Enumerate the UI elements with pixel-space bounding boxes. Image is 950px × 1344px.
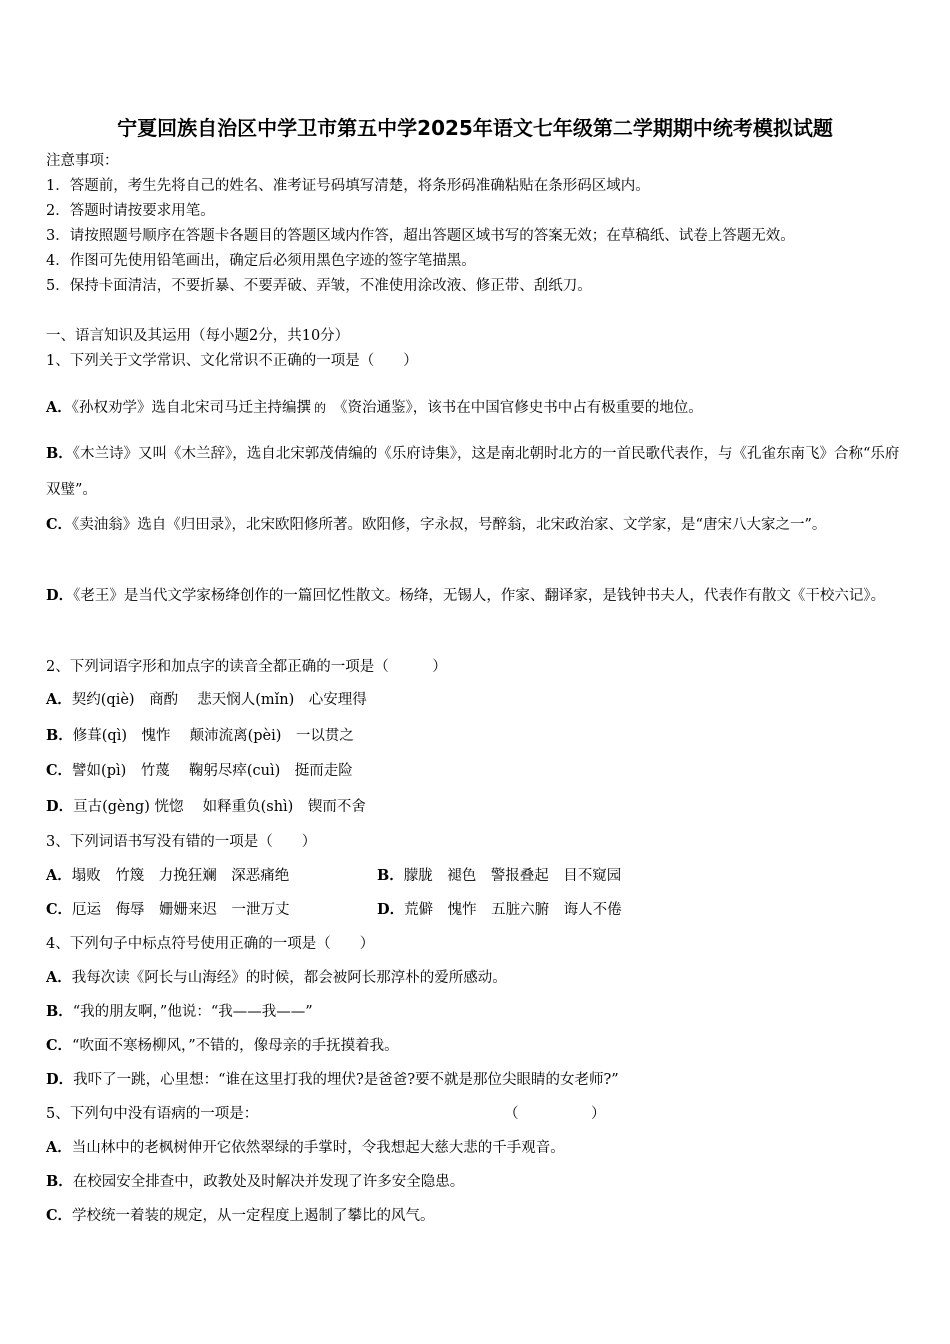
question-5-stem — [46, 1104, 906, 1124]
option-label: B． — [46, 1173, 73, 1190]
q5-option-b — [46, 1172, 464, 1192]
question-3-stem: 3、下列词语书写没有错的一项是（ ） — [46, 834, 317, 850]
option-text: 修葺(qì) 愧怍 颠沛流离(pèi) 一以贯之 — [72, 728, 354, 744]
option-text: 《孙权劝学》选自北宋司马迁主持编撰 — [71, 400, 312, 416]
option-label: D． — [46, 1071, 74, 1088]
option-text: 《资治通鉴》，该书在中国官修史书中占有极重要的地位。 — [333, 400, 703, 416]
option-label: B． — [46, 445, 73, 462]
question-1-stem: 1、下列关于文学常识、文化常识不正确的一项是（ ） — [46, 353, 418, 369]
option-text: “吹面不寒杨柳风，”不错的，像母亲的手抚摸着我。 — [72, 1038, 399, 1054]
option-label: C． — [46, 762, 73, 779]
question-text: 5、下列句中没有语病的一项是： — [46, 1106, 259, 1122]
notes-header: 注意事项： — [46, 153, 119, 169]
q2-option-b — [46, 726, 354, 746]
option-label: B． — [46, 727, 73, 744]
q2-option-a — [46, 690, 367, 710]
q4-option-d — [46, 1070, 619, 1090]
option-text: 朦胧 褪色 警报叠起 目不窥园 — [403, 868, 622, 884]
option-text: 亘古(gèng) 恍惚 如释重负(shì) 锲而不舍 — [73, 799, 366, 815]
option-text: 学校统一着装的规定，从一定程度上遏制了攀比的风气。 — [72, 1208, 435, 1224]
q4-option-c — [46, 1036, 399, 1056]
q4-option-a — [46, 968, 507, 988]
option-label: C． — [46, 1207, 73, 1224]
note-item: 1．答题前，考生先将自己的姓名、准考证号码填写清楚，将条形码准确粘贴在条形码区域内。 — [46, 178, 650, 194]
option-label: D． — [377, 901, 405, 918]
option-label: A． — [46, 691, 72, 708]
option-text: 荒僻 愧怍 五脏六腑 诲人不倦 — [404, 902, 622, 918]
question-4-stem: 4、下列句子中标点符号使用正确的一项是（ ） — [46, 936, 375, 952]
option-text: 厄运 侮辱 姗姗来迟 一泄万丈 — [72, 902, 290, 918]
q3-option-d — [377, 900, 622, 920]
note-item: 3．请按照题号顺序在答题卡各题目的答题区域内作答，超出答题区域书写的答案无效；在草稿纸、试卷上答题无效。 — [46, 228, 795, 244]
option-label: A． — [46, 1139, 72, 1156]
option-text: 在校园安全排查中，政教处及时解决并发现了许多安全隐患。 — [72, 1174, 465, 1190]
option-text: 塌败 竹篾 力挽狂斓 深恶痛绝 — [71, 868, 290, 884]
q1-option-b — [46, 436, 906, 508]
q2-option-c — [46, 761, 353, 781]
option-label: A． — [46, 969, 72, 986]
option-text: 我吓了一跳，心里想：“谁在这里打我的埋伏?是爸爸?要不就是那位尖眼睛的女老师?” — [73, 1072, 619, 1088]
floating-char: 的 — [314, 401, 327, 415]
q4-option-b — [46, 1002, 313, 1022]
q2-option-d — [46, 797, 366, 817]
q3-row-2 — [46, 900, 906, 920]
q3-row-1 — [46, 866, 906, 886]
section-heading: 一、语言知识及其运用（每小题2分，共10分） — [46, 328, 350, 344]
option-label: A． — [46, 399, 72, 416]
option-text: 《卖油翁》选自《归田录》，北宋欧阳修所著。欧阳修，字永叔，号醉翁，北宋政治家、文学家，是“唐宋八大家之一”。 — [72, 517, 827, 533]
option-label: B． — [46, 1003, 73, 1020]
option-text: 当山林中的老枫树伸开它依然翠绿的手掌时，令我想起大慈大悲的千手观音。 — [71, 1140, 565, 1156]
option-text: 我每次读《阿长与山海经》的时候，都会被阿长那淳朴的爱所感动。 — [71, 970, 507, 986]
q1-option-d — [46, 578, 906, 614]
page-title: 宁夏回族自治区中学卫市第五中学2025年语文七年级第二学期期中统考模拟试题 — [117, 116, 833, 140]
q3-option-b — [377, 866, 621, 886]
q1-option-c — [46, 507, 906, 543]
answer-parenthesis: （ ） — [504, 1106, 606, 1122]
option-label: C． — [46, 901, 73, 918]
note-item: 5．保持卡面清洁，不要折暴、不要弄破、弄皱，不准使用涂改液、修正带、刮纸刀。 — [46, 278, 592, 294]
q5-option-c — [46, 1206, 435, 1226]
option-label: A． — [46, 867, 72, 884]
option-text: “我的朋友啊，”他说：“我——我——” — [72, 1004, 313, 1020]
q1-option-a — [46, 398, 703, 418]
option-text: 契约(qiè) 商酌 悲天悯人(mǐn) 心安理得 — [71, 692, 367, 708]
option-label: D． — [46, 587, 74, 604]
q5-option-a — [46, 1138, 565, 1158]
question-2-stem: 2、下列词语字形和加点字的读音全都正确的一项是（ ） — [46, 659, 447, 675]
option-text: 譬如(pì) 竹蔑 鞠躬尽瘁(cuì) 挺而走险 — [72, 763, 353, 779]
note-item: 2．答题时请按要求用笔。 — [46, 203, 215, 219]
option-label: C． — [46, 1037, 73, 1054]
note-item: 4．作图可先使用铅笔画出，确定后必须用黑色字迹的签字笔描黑。 — [46, 253, 476, 269]
option-text: 《木兰诗》又叫《木兰辞》，选自北宋郭茂倩编的《乐府诗集》，这是南北朝时北方的一首民歌代表作，与《孔雀东南飞》合称“乐府双璧”。 — [46, 446, 900, 498]
option-label: B． — [377, 867, 404, 884]
option-label: C． — [46, 516, 73, 533]
option-label: D． — [46, 798, 74, 815]
option-text: 《老王》是当代文学家杨绛创作的一篇回忆性散文。杨绛，无锡人，作家、翻译家，是钱钟书夫人，代表作有散文《干校六记》。 — [73, 588, 886, 604]
